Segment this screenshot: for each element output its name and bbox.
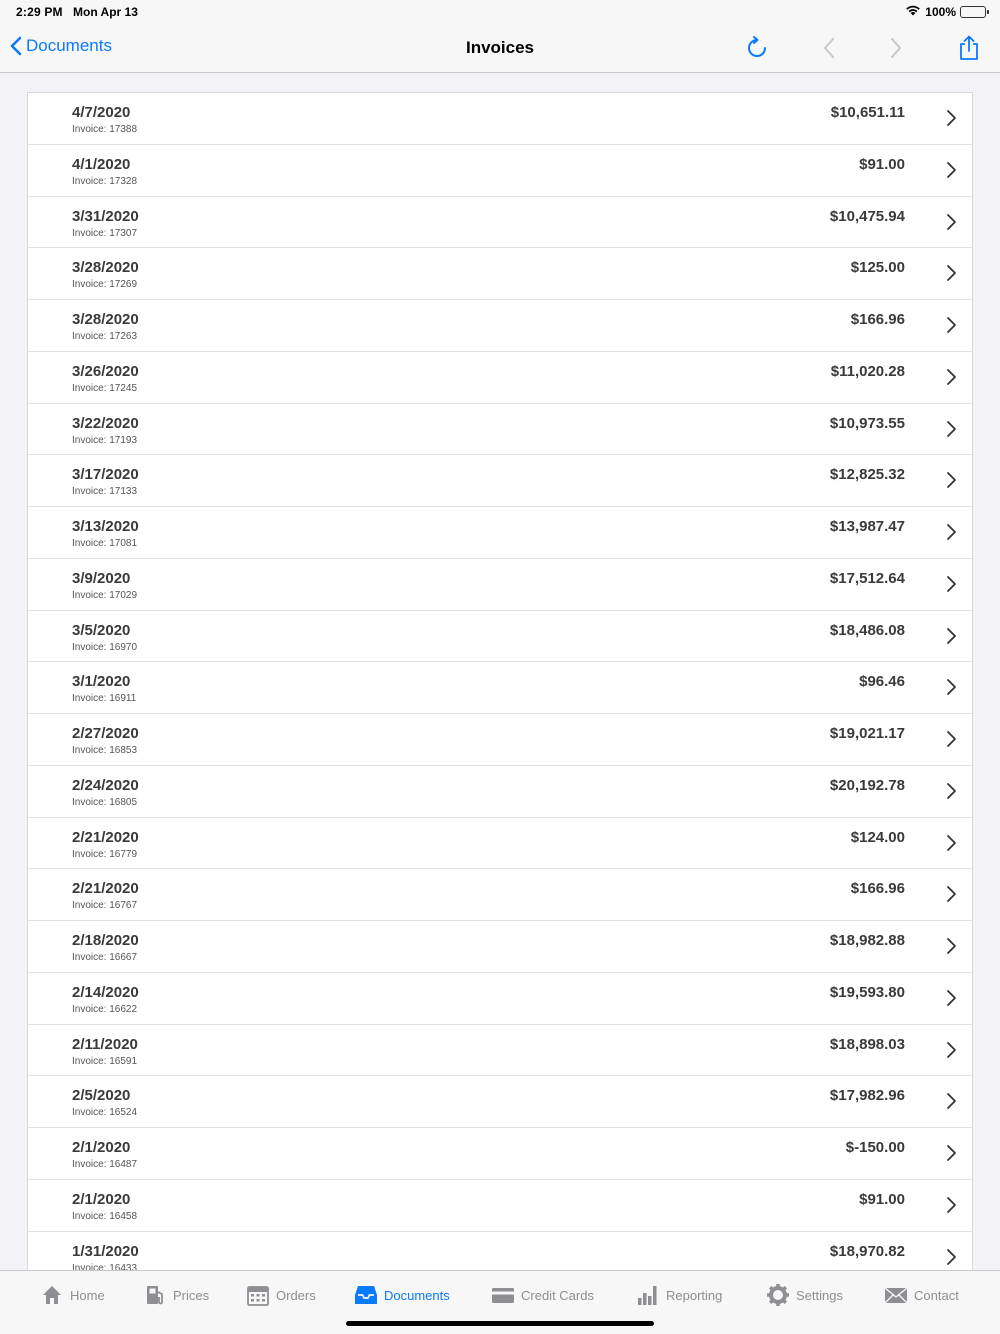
invoice-number: Invoice: 17081 <box>72 538 138 549</box>
invoice-row[interactable] <box>28 662 972 714</box>
tab-label: Credit Cards <box>521 1287 594 1303</box>
tab-label: Reporting <box>666 1287 723 1303</box>
invoice-number: Invoice: 17307 <box>72 227 138 239</box>
invoice-date: 3/9/2020 <box>72 569 131 587</box>
invoice-date: 2/5/2020 <box>72 1087 131 1105</box>
invoice-number: Invoice: 16667 <box>72 952 138 963</box>
invoice-row[interactable] <box>28 559 972 611</box>
inbox-tray-icon <box>354 1283 378 1307</box>
invoice-amount: $166.96 <box>850 880 905 898</box>
invoice-row[interactable] <box>28 145 972 197</box>
invoice-number: Invoice: 16524 <box>72 1107 138 1119</box>
invoice-number: Invoice: 17133 <box>72 486 138 498</box>
invoice-amount: $18,982.88 <box>829 932 905 949</box>
invoice-amount: $20,192.78 <box>829 776 905 794</box>
invoice-row[interactable] <box>28 921 972 973</box>
invoice-date: 4/1/2020 <box>72 155 131 173</box>
invoice-number: Invoice: 16767 <box>72 900 138 912</box>
home-indicator <box>346 1321 654 1326</box>
tab-label: Orders <box>276 1287 316 1303</box>
invoice-row[interactable] <box>28 818 972 870</box>
chevron-right-icon <box>944 885 958 903</box>
chevron-right-icon <box>944 1092 958 1110</box>
credit-card-icon <box>491 1283 515 1307</box>
invoice-row[interactable] <box>28 1025 972 1077</box>
share-icon <box>958 35 980 61</box>
chevron-right-icon <box>944 1196 958 1214</box>
invoice-amount: $11,020.28 <box>830 362 905 380</box>
invoice-amount: $18,898.03 <box>829 1035 905 1053</box>
status-date: Mon Apr 13 <box>73 5 138 19</box>
invoice-date: 1/31/2020 <box>72 1242 139 1260</box>
invoice-date: 2/18/2020 <box>72 932 139 949</box>
invoice-amount: $17,512.64 <box>829 569 905 587</box>
chevron-right-icon <box>944 471 958 489</box>
chevron-right-icon <box>944 834 958 852</box>
invoice-date: 2/14/2020 <box>72 983 139 1001</box>
chevron-right-icon <box>889 37 903 59</box>
invoice-amount: $166.96 <box>850 311 905 328</box>
invoice-date: 2/1/2020 <box>72 1190 131 1208</box>
invoice-row[interactable] <box>28 93 972 145</box>
chevron-right-icon <box>944 1248 958 1266</box>
invoice-row[interactable] <box>28 611 972 663</box>
invoice-number: Invoice: 16458 <box>72 1210 138 1222</box>
refresh-button[interactable] <box>743 34 771 62</box>
envelope-icon <box>884 1283 908 1307</box>
invoice-list <box>27 92 973 1270</box>
invoice-amount: $125.00 <box>850 259 905 277</box>
invoice-date: 2/21/2020 <box>72 880 139 898</box>
invoice-number: Invoice: 17269 <box>72 279 138 291</box>
invoice-amount: $17,982.96 <box>829 1087 905 1105</box>
page-title: Invoices <box>465 38 535 57</box>
invoice-number: Invoice: 16911 <box>72 693 137 705</box>
invoice-number: Invoice: 17029 <box>72 589 138 601</box>
invoice-number: Invoice: 17328 <box>72 175 138 187</box>
invoice-row[interactable] <box>28 1232 972 1271</box>
tab-documents[interactable] <box>354 1283 450 1307</box>
invoice-date: 3/26/2020 <box>72 362 139 380</box>
chevron-right-icon <box>944 420 958 438</box>
wifi-icon <box>905 4 921 19</box>
invoice-amount: $10,973.55 <box>829 414 905 432</box>
chevron-right-icon <box>944 213 958 231</box>
tab-label: Settings <box>796 1287 843 1303</box>
chevron-right-icon <box>944 109 958 127</box>
invoice-amount: $18,486.08 <box>829 621 905 639</box>
invoice-row[interactable] <box>28 197 972 249</box>
invoice-number: Invoice: 16805 <box>72 796 138 808</box>
invoice-number: Invoice: 16622 <box>72 1003 138 1015</box>
chevron-right-icon <box>944 368 958 386</box>
invoice-number: Invoice: 16487 <box>72 1159 138 1170</box>
chevron-right-icon <box>944 523 958 541</box>
invoice-date: 2/1/2020 <box>72 1139 131 1156</box>
chevron-right-icon <box>944 1144 958 1162</box>
gear-icon <box>766 1283 790 1307</box>
invoice-amount: $19,021.17 <box>829 725 905 742</box>
tab-label: Documents <box>384 1287 450 1303</box>
tab-label: Contact <box>914 1287 959 1303</box>
invoice-row[interactable] <box>28 455 972 507</box>
invoice-row[interactable] <box>28 248 972 300</box>
invoice-amount: $91.00 <box>859 155 905 173</box>
chevron-right-icon <box>944 730 958 748</box>
tab-label: Home <box>70 1287 105 1303</box>
chevron-left-icon <box>822 37 836 59</box>
chevron-right-icon <box>944 575 958 593</box>
invoice-date: 3/22/2020 <box>72 414 139 432</box>
invoice-row[interactable] <box>28 1180 972 1232</box>
invoice-amount: $-150.00 <box>845 1139 905 1156</box>
battery-percent: 100% <box>925 4 956 19</box>
invoice-date: 2/11/2020 <box>72 1035 138 1053</box>
invoice-row[interactable] <box>28 973 972 1025</box>
invoice-row[interactable] <box>28 352 972 404</box>
invoice-row[interactable] <box>28 1076 972 1128</box>
chevron-right-icon <box>944 989 958 1007</box>
invoice-row[interactable] <box>28 300 972 352</box>
invoice-number: Invoice: 16779 <box>72 848 138 860</box>
invoice-date: 4/7/2020 <box>72 104 131 121</box>
next-button[interactable] <box>882 34 910 62</box>
chevron-right-icon <box>944 264 958 282</box>
share-button[interactable] <box>955 34 983 62</box>
invoice-number: Invoice: 17193 <box>72 434 138 446</box>
calendar-icon <box>246 1283 270 1307</box>
invoice-row[interactable] <box>28 714 972 766</box>
invoice-number: Invoice: 17263 <box>72 331 138 342</box>
invoice-date: 3/5/2020 <box>72 621 131 639</box>
invoice-date: 3/28/2020 <box>72 311 139 328</box>
invoice-date: 3/31/2020 <box>72 207 139 225</box>
tab-reporting[interactable] <box>636 1283 722 1307</box>
tab-home[interactable] <box>40 1283 105 1307</box>
back-button-label: Documents <box>26 36 112 55</box>
invoice-date: 2/27/2020 <box>72 725 139 742</box>
chevron-right-icon <box>944 627 958 645</box>
status-indicators <box>905 4 986 19</box>
tab-orders[interactable] <box>246 1283 316 1307</box>
tab-contact[interactable] <box>884 1283 959 1307</box>
tab-prices[interactable] <box>143 1283 209 1307</box>
invoice-row[interactable] <box>28 766 972 818</box>
invoice-date: 3/13/2020 <box>72 518 139 535</box>
chevron-left-icon <box>10 36 22 56</box>
refresh-icon <box>745 36 769 60</box>
status-time: 2:29 PM <box>16 5 63 19</box>
chevron-right-icon <box>944 678 958 696</box>
chevron-right-icon <box>944 782 958 800</box>
invoice-number: Invoice: 16591 <box>72 1055 138 1067</box>
previous-button[interactable] <box>815 34 843 62</box>
invoice-date: 3/1/2020 <box>72 673 131 691</box>
invoice-row[interactable] <box>28 404 972 456</box>
chevron-right-icon <box>944 1041 958 1059</box>
invoice-amount: $96.46 <box>859 673 905 691</box>
back-button[interactable] <box>10 36 112 56</box>
chevron-right-icon <box>944 316 958 334</box>
invoice-number: Invoice: 17388 <box>72 124 138 135</box>
battery-icon <box>960 6 986 18</box>
invoice-row[interactable] <box>28 869 972 921</box>
gas-pump-icon <box>143 1283 167 1307</box>
invoice-list-scroll[interactable] <box>0 73 1000 1270</box>
status-bar <box>0 0 1000 24</box>
invoice-amount: $13,987.47 <box>829 518 905 535</box>
invoice-amount: $12,825.32 <box>829 466 905 484</box>
invoice-amount: $124.00 <box>850 828 905 846</box>
tab-credit-cards[interactable] <box>491 1283 594 1307</box>
tab-settings[interactable] <box>766 1283 843 1307</box>
invoice-number: Invoice: 16853 <box>72 745 138 756</box>
invoice-date: 3/28/2020 <box>72 259 139 277</box>
invoice-amount: $10,475.94 <box>829 207 905 225</box>
chevron-right-icon <box>944 937 958 955</box>
invoice-number: Invoice: 16433 <box>72 1262 138 1270</box>
invoice-row[interactable] <box>28 507 972 559</box>
invoice-row[interactable] <box>28 1128 972 1180</box>
invoice-date: 2/24/2020 <box>72 776 139 794</box>
invoice-date: 2/21/2020 <box>72 828 139 846</box>
home-icon <box>40 1283 64 1307</box>
chevron-right-icon <box>944 161 958 179</box>
invoice-amount: $19,593.80 <box>829 983 905 1001</box>
invoice-amount: $10,651.11 <box>830 104 905 121</box>
navigation-bar <box>0 24 1000 73</box>
bar-chart-icon <box>636 1283 660 1307</box>
invoice-amount: $91.00 <box>859 1190 905 1208</box>
invoice-amount: $18,970.82 <box>829 1242 905 1260</box>
tab-label: Prices <box>173 1287 210 1303</box>
invoice-number: Invoice: 16970 <box>72 641 138 653</box>
invoice-number: Invoice: 17245 <box>72 382 138 394</box>
invoice-date: 3/17/2020 <box>72 466 139 484</box>
